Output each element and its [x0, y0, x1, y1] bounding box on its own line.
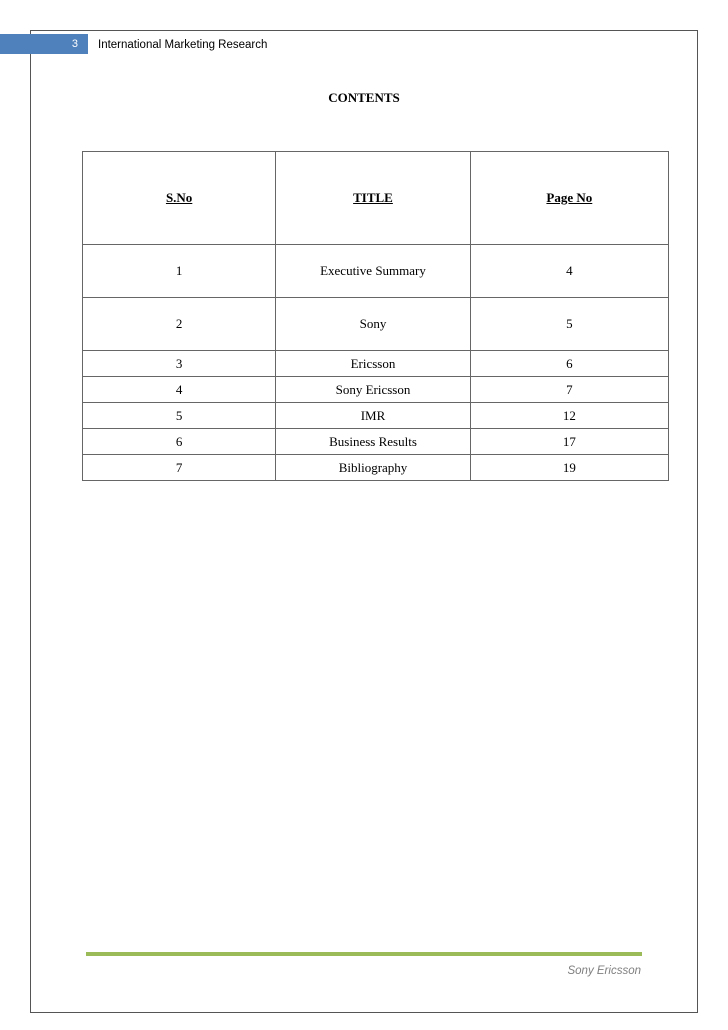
cell-page: 6	[470, 351, 668, 377]
header-title: International Marketing Research	[98, 39, 268, 51]
footer-text: Sony Ericsson	[567, 965, 641, 977]
page-number: 3	[71, 38, 78, 50]
cell-page: 19	[470, 455, 668, 481]
cell-sno: 2	[83, 298, 276, 351]
cell-title: Sony Ericsson	[276, 377, 470, 403]
cell-title: Executive Summary	[276, 245, 470, 298]
table-row	[83, 429, 669, 455]
contents-title	[0, 90, 728, 106]
page-number-tab	[0, 34, 88, 54]
cell-page: 5	[470, 298, 668, 351]
footer-rule	[86, 952, 642, 956]
table-row	[83, 351, 669, 377]
contents-title-text: CONTENTS	[328, 90, 400, 105]
cell-title: IMR	[276, 403, 470, 429]
header-title-col: TITLE	[276, 152, 470, 245]
cell-page: 17	[470, 429, 668, 455]
contents-table	[82, 151, 669, 481]
header-page-no: Page No	[470, 152, 668, 245]
cell-page: 7	[470, 377, 668, 403]
cell-title: Business Results	[276, 429, 470, 455]
table-row	[83, 245, 669, 298]
table-row	[83, 377, 669, 403]
cell-title: Bibliography	[276, 455, 470, 481]
table-row	[83, 298, 669, 351]
cell-sno: 6	[83, 429, 276, 455]
cell-sno: 4	[83, 377, 276, 403]
cell-page: 12	[470, 403, 668, 429]
cell-sno: 5	[83, 403, 276, 429]
table-header-row	[83, 152, 669, 245]
table-row	[83, 403, 669, 429]
cell-title: Ericsson	[276, 351, 470, 377]
header-sno: S.No	[83, 152, 276, 245]
cell-title: Sony	[276, 298, 470, 351]
cell-sno: 3	[83, 351, 276, 377]
cell-page: 4	[470, 245, 668, 298]
table-row	[83, 455, 669, 481]
cell-sno: 1	[83, 245, 276, 298]
cell-sno: 7	[83, 455, 276, 481]
